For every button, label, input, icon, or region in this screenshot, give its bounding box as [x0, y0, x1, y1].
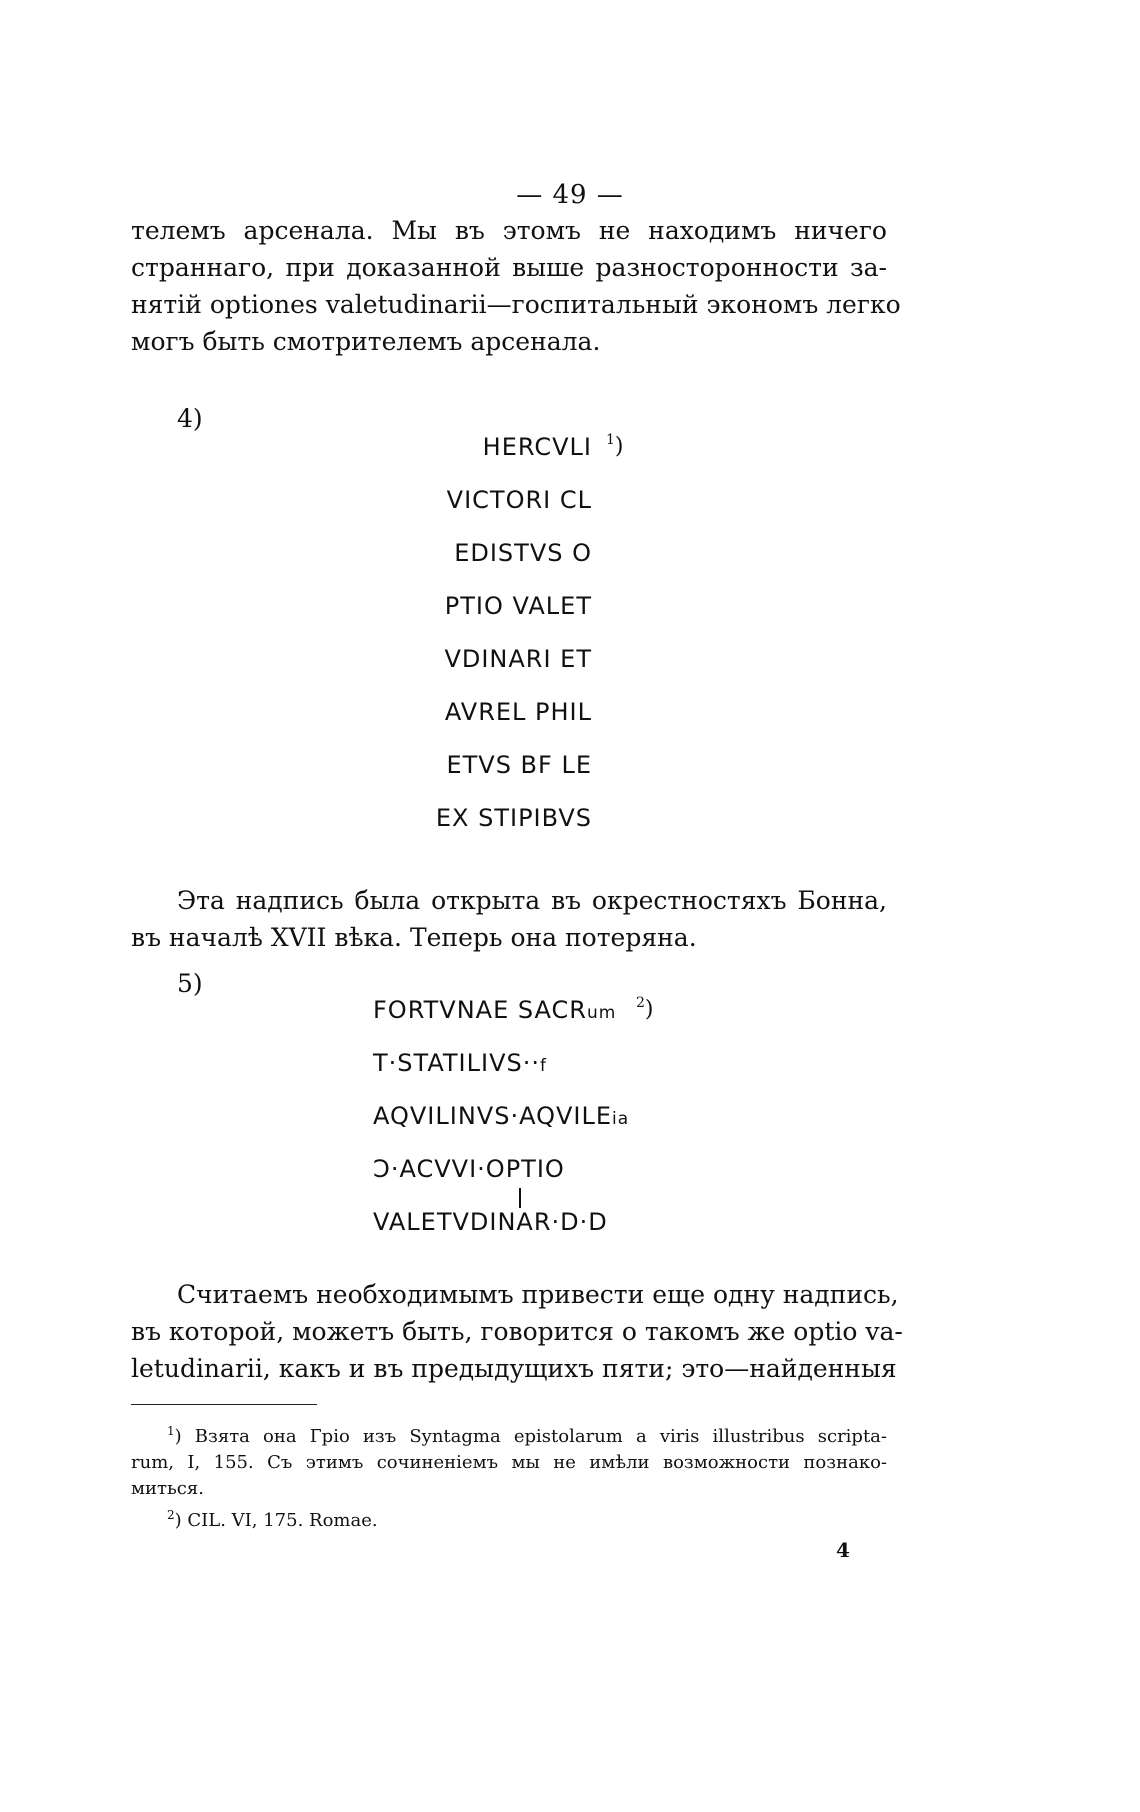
inscription-line [373, 1049, 547, 1077]
inscription-5 [373, 996, 673, 1256]
text-line: въ которой, можетъ быть, говорится о такомъ же optio va- [131, 1317, 903, 1346]
inscription-line: VICTORI CL [446, 486, 592, 514]
inscription-line: ETVS BF LE [446, 751, 592, 779]
inscription-line: PTIO VALET [444, 592, 592, 620]
paragraph-next-inscription [131, 1276, 903, 1387]
inscription-text: HERCVLI [482, 433, 592, 461]
footnote-1-line [131, 1418, 887, 1450]
inscription-text: T·STATILIVS·· [373, 1049, 540, 1077]
footnote-ref-number: 2 [636, 995, 645, 1011]
text-line: letudinarii, какъ и въ предыдущихъ пяти; это—найденныя [131, 1354, 897, 1383]
footnote-text: ) Взята она Грio изъ Syntagma epistolarum a viris illustribus scripta- [174, 1426, 887, 1447]
inscription-line: Ɔ·ACVVI·OPTIO [373, 1155, 565, 1183]
inscription-text: FORTVNAE SACR [373, 996, 587, 1024]
inscription-small-text: f [539, 1056, 547, 1076]
inscription-line [483, 433, 592, 461]
inscription-text: AQVILINVS·AQVILE [373, 1102, 612, 1130]
inscription-line: VDINARI ET [444, 645, 592, 673]
text-line: Считаемъ необходимымъ привести еще одну надпись, [177, 1280, 899, 1309]
page-number: — 49 — [516, 180, 624, 210]
footnote-ref-2 [636, 995, 654, 1022]
footnote-text: ) CIL. VI, 175. Romae. [174, 1510, 378, 1531]
footnote-2-line [131, 1502, 887, 1534]
footnote-ref-1 [606, 432, 624, 459]
text-line: въ началѣ XVII вѣка. Теперь она потеряна. [131, 923, 697, 952]
inscription-small-text: ia [611, 1109, 630, 1129]
inscription-5-label: 5) [177, 969, 203, 998]
ligature-stroke-mark [519, 1188, 521, 1208]
inscription-line: AVREL PHIL [444, 698, 592, 726]
signature-mark: 4 [836, 1538, 850, 1562]
footnote-divider [131, 1404, 317, 1405]
inscription-4 [380, 433, 592, 833]
footnote-ref-paren: ) [644, 997, 654, 1022]
paragraph-continuation [131, 212, 901, 360]
text-line: Эта надпись была открыта въ окрестностяхъ Бонна, [177, 886, 887, 915]
text-line: нятій optiones valetudinarii—госпитальный экономъ легко [131, 290, 901, 319]
footnote-1-line: rum, I, 155. Съ этимъ сочиненіемъ мы не имѣли возможности познако- [131, 1452, 887, 1473]
inscription-small-text: um [586, 1003, 617, 1023]
text-line: могъ быть смотрителемъ арсенала. [131, 327, 601, 356]
inscription-line: VALETVDINAR·D·D [373, 1208, 608, 1236]
text-line: телемъ арсенала. Мы въ этомъ не находимъ ничего [131, 216, 887, 245]
footnote-ref-paren: ) [614, 434, 624, 459]
footnotes [131, 1418, 887, 1534]
text-line: страннаго, при доказанной выше разносторонности за- [131, 253, 887, 282]
footnote-number: 1 [167, 1424, 175, 1438]
footnote-1-line: миться. [131, 1478, 204, 1499]
inscription-4-label: 4) [177, 404, 203, 433]
inscription-line: EX STIPIBVS [435, 804, 592, 832]
paragraph-about-bonn [131, 882, 887, 956]
footnote-ref-number: 1 [606, 432, 615, 448]
inscription-line [373, 1102, 629, 1130]
footnote-number: 2 [167, 1508, 175, 1522]
inscription-line [373, 996, 616, 1024]
inscription-line: EDISTVS O [454, 539, 592, 567]
